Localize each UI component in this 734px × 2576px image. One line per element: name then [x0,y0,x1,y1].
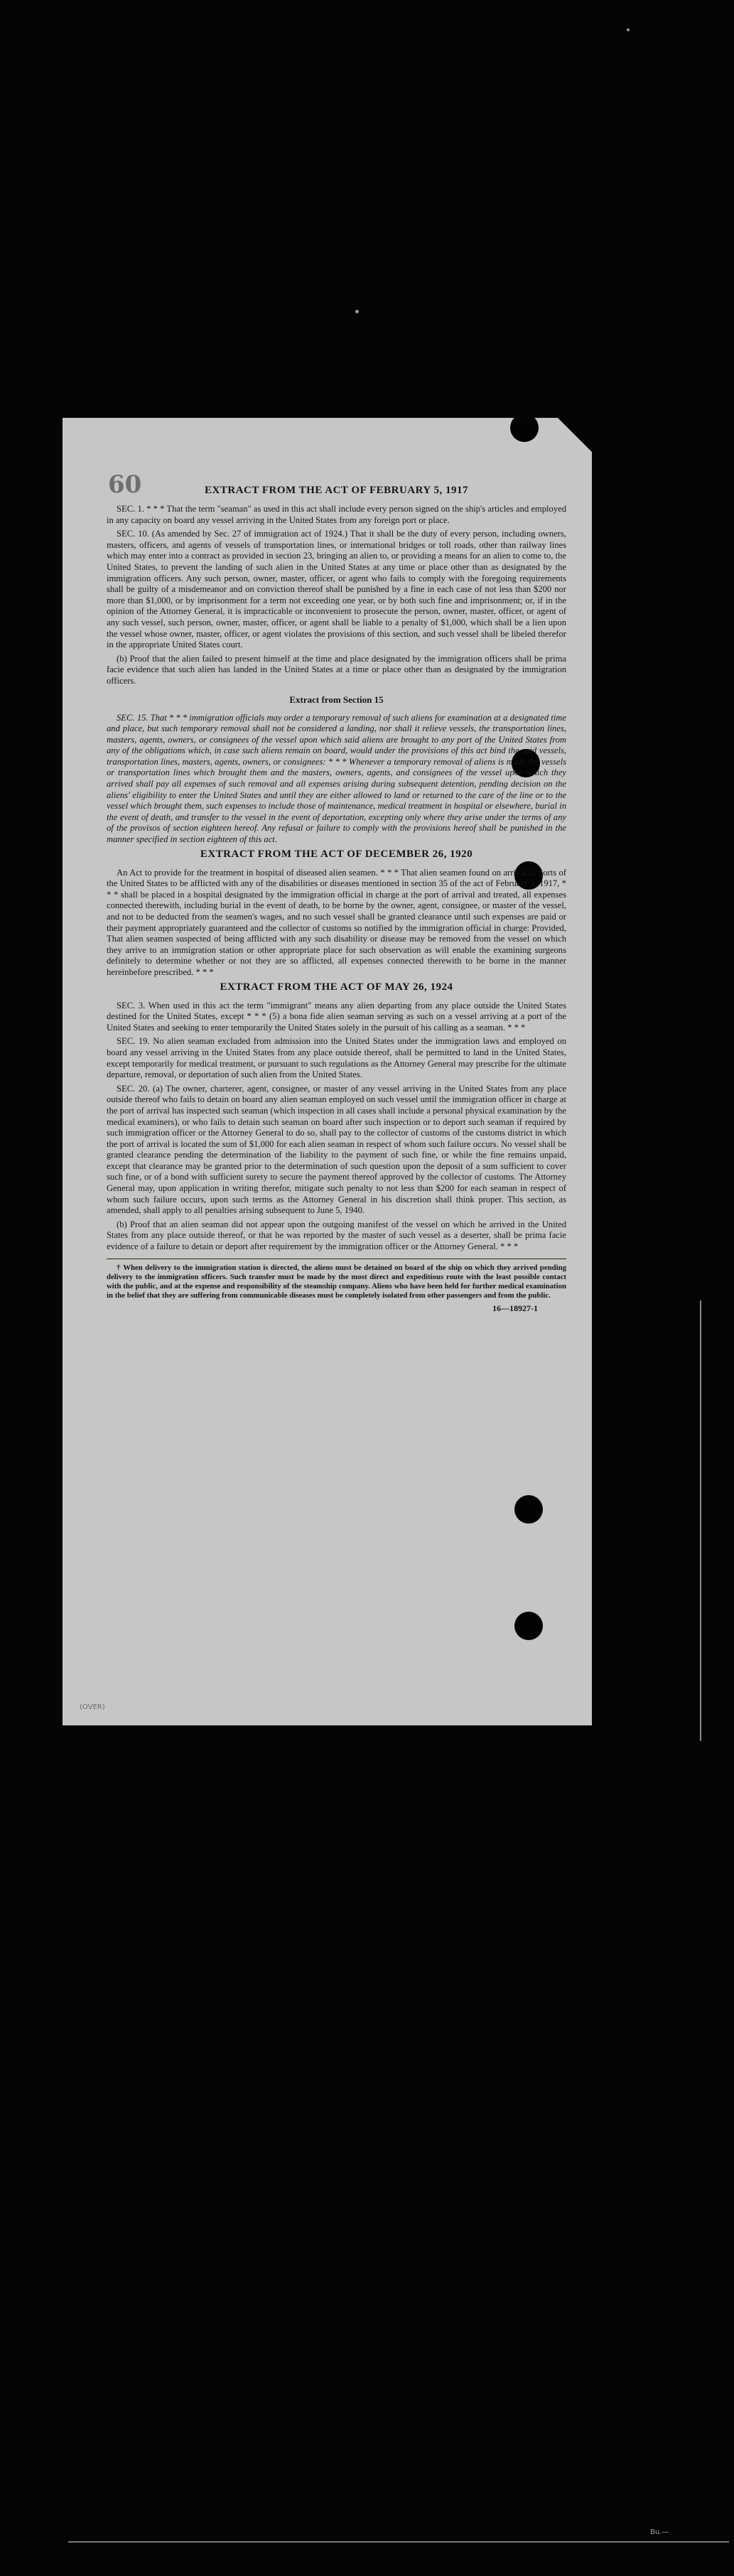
punch-hole [510,418,539,442]
scanner-edge-line [700,1300,701,1741]
document-page [63,418,592,1725]
edge-stamp: (OVER) [80,1703,105,1711]
section-15: SEC. 15. That * * * immigration officials may order a temporary removal of such aliens for examination at a designated time and place, but such temporary removal shall not be considered a landing, nor shall it relieve vessels, the transportation lines, masters, agents, owners, or consignees of the vessel upon which said aliens are brought to any port of the United States from any of the obligations which, in case such aliens remain on board, would under the provisions of this act bind the said vessels, transportation lines, masters, agents, owners, or consignees: * * * Whenever a temporary removal of aliens is made the vessels or transportation lines which brought them and the masters, owners, agents, and consignees of the vessel upon which they arrived shall pay all expenses of such removal and all expenses arising during subsequent detention, pending decision on the aliens' eligibility to enter the United States and until they are either allowed to land or returned to the care of the line or to the vessel which brought them, such expenses to include those of maintenance, medical treatment in hospital or elsewhere, burial in the event of death, and transfer to the vessel in the event of deportation, excepting only where they arise under the terms of any of the provisos of section eighteen hereof. Any refusal or failure to comply with the provisions hereof shall be punished in the manner specified in section eighteen of this act. [107,712,566,845]
document-body [107,485,566,1314]
section-3: SEC. 3. When used in this act the term "immigrant" means any alien departing from any place outside the United States destined for the United States, except * * * (5) a bona fide alien seaman serving as such on a vessel arriving at a port of the United States and seeking to enter temporarily the United States solely in the pursuit of his calling as a seaman. * * * [107,1000,566,1033]
page-number: 60 [108,470,142,499]
section-20b: (b) Proof that an alien seaman did not appear upon the outgoing manifest of the vessel on which he arrived in the United States from any place outside thereof, or that he was reported by the master of such vessel as a deserter, shall be prima facie evidence of a failure to detain or deport after requirement by the immigration officer or the Attorney General. * * * [107,1219,566,1252]
section-1: SEC. 1. * * * That the term "seaman" as used in this act shall include every person signed on the ship's articles and employed in any capacity on board any vessel arriving in the United States from any foreign port or place. [107,504,566,525]
dust-speck [627,28,630,31]
dust-speck [355,310,359,313]
folded-corner [558,418,592,452]
heading-act-1917: EXTRACT FROM THE ACT OF FEBRUARY 5, 1917 [205,485,468,496]
section-20: SEC. 20. (a) The owner, charterer, agent, consignee, or master of any vessel arriving in the United States from any place outside thereof who fails to detain on board any alien seaman employed on such vessel until the immigration officer in charge at the port of arrival has inspected such seaman (which inspection in all cases shall include a personal physical examination by the medical examiners), or who fails to detain such seaman on board after such inspection or to deport such seaman if required by such immigration officer or the Attorney General to do so, shall pay to the collector of customs of the customs district in which the port of arrival is located the sum of $1,000 for each alien seaman in respect of whom such failure occurs. No vessel shall be granted clearance pending the determination of the liability to the payment of such fine, or while the fine remains unpaid, except that clearance may be granted prior to the determination of such question upon the deposit of a sum sufficient to cover such fine, or of a bond with sufficient surety to secure the payment thereof approved by the collector of customs. The Attorney General may, upon application in writing therefor, mitigate such penalty to not less than $200 for each seaman in respect of whom such failure occurs, upon such terms as the Attorney General in his discretion shall think proper. This section, as amended, shall apply to all penalties arising subsequent to June 5, 1940. [107,1083,566,1216]
section-10: SEC. 10. (As amended by Sec. 27 of immigration act of 1924.) That it shall be the duty of every person, including owners, masters, officers, and agents of vessels of transportation lines, or international bridges or toll roads, other than railway lines which may enter into a contract as provided in section 23, bringing an alien to, or providing a means for an alien to come to, the United States, to prevent the landing of such alien in the United States at any time or place other than as designated by the immigration officers. Any such person, owner, master, officer, or agent who fails to comply with the foregoing requirements shall be guilty of a misdemeanor and on conviction thereof shall be punished by a fine in each case of not less than $200 nor more than $1,000, or by imprisonment for a term not exceeding one year, or by both such fine and imprisonment; or, if in the opinion of the Attorney General, it is impracticable or inconvenient to prosecute the person, owner, master, officer, or agent of any such vessel, such person, owner, master, officer, or agent shall be liable to a penalty of $1,000, which shall be a lien upon the vessel whose owner, master, officer, or agent violates the provisions of this section, and such vessel shall be libeled therefor in the appropriate United States court. [107,529,566,650]
punch-hole [514,1612,543,1640]
film-edge-label: Bu.— [650,2528,669,2536]
heading-section-15: Extract from Section 15 [289,694,384,705]
heading-act-1924: EXTRACT FROM THE ACT OF MAY 26, 1924 [220,981,453,993]
heading-act-1920: EXTRACT FROM THE ACT OF DECEMBER 26, 1920 [200,848,473,860]
footnote: † When delivery to the immigration station is directed, the aliens must be detained on board of the ship on which they arrived pending delivery to the immigration officers. Such transfer must be made by the most direct and expeditious route with the least possible contact with the public, and at the expense and responsibility of the steamship company. Aliens who have been held for further medical examination in the belief that they are suffering from communicable diseases must be completely isolated from other passengers and from the public. [107,1263,566,1300]
film-edge-line [68,2541,729,2543]
act-1920-text: An Act to provide for the treatment in hospital of diseased alien seamen. * * * That alien seamen found on arrival in ports of the United States to be afflicted with any of the disabilities or diseases mentioned in section 35 of the act of February 5, 1917, * * * shall be placed in a hospital designated by the immigration official in charge at the port of arrival and treated, all expenses connected therewith, including burial in the event of death, to be borne by the owner, agent, consignee, or master of the vessel, and not to be deducted from the seamen's wages, and no such vessel shall be granted clearance until such expenses are paid or their payment appropriately guaranteed and the collector of customs so notified by the immigration official in charge: Provided, That alien seamen suspected of being afflicted with any such disability or disease may be removed from the vessel on which they arrive to an immigration station or other appropriate place for such observation as will enable the examining surgeons definitely to determine whether or not they are so afflicted, all expenses connected therewith to be borne in the manner hereinbefore prescribed. * * * [107,867,566,977]
section-10b: (b) Proof that the alien failed to present himself at the time and place designated by the immigration officers shall be prima facie evidence that such alien has landed in the United States at a time or place other than as designated by the immigration officers. [107,653,566,686]
form-code: 16—18927-1 [492,1303,538,1313]
section-19: SEC. 19. No alien seaman excluded from admission into the United States under the immigration laws and employed on board any vessel arriving in the United States from any place outside thereof, shall be permitted to land in the United States, except temporarily for medical treatment, or pursuant to such regulations as the Attorney General may prescribe for the ultimate departure, removal, or deportation of such alien from the United States. [107,1036,566,1080]
footnote-block [107,1259,566,1300]
punch-hole [514,1495,543,1524]
